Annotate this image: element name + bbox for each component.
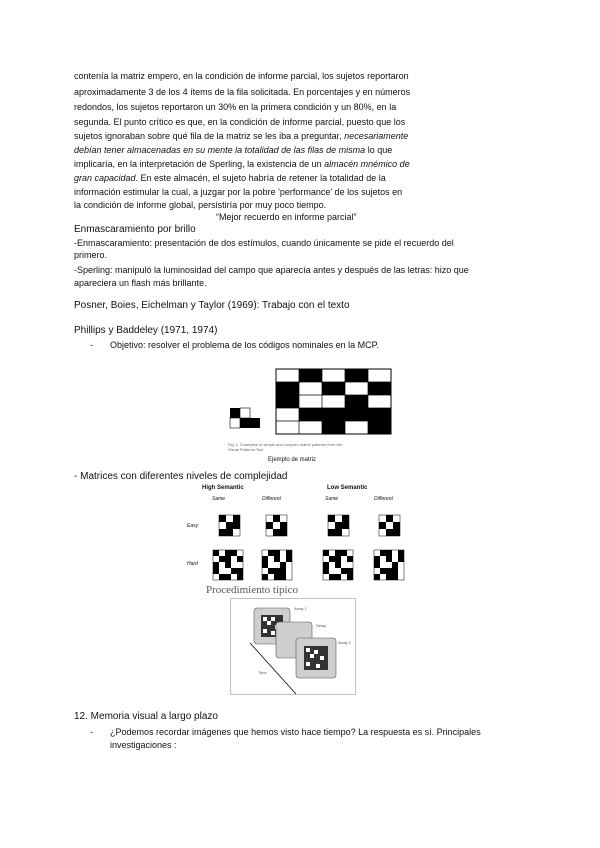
matrix-cell: [368, 382, 391, 395]
procedure-figure: [200, 584, 400, 699]
matrix-cell: [240, 408, 250, 418]
intro-emphasis: gran capacidad: [74, 173, 136, 183]
masking-bullet-1-cont: primero.: [74, 250, 108, 260]
easy-matrix: [328, 515, 349, 536]
semantic-matrices-figure: [184, 483, 424, 583]
intro-emphasis: debían tener almacenadas en su mente la totalidad de las filas de misma: [74, 145, 366, 155]
row-label: Hard: [187, 561, 198, 567]
intro-line: [74, 144, 392, 157]
bullet-dash: -: [90, 340, 93, 350]
masking-heading: Enmascaramiento por brillo: [74, 224, 196, 235]
easy-matrix: [219, 515, 240, 536]
hard-matrix: [213, 550, 243, 580]
posner-line: Posner, Boies, Eichelman y Taylor (1969): Trabajo con el texto: [74, 300, 350, 311]
column-label: Different: [262, 496, 281, 502]
bullet-dash: -: [90, 727, 93, 737]
intro-text: sujetos ignoraban sobre qué fila de la matriz se les iba a preguntar,: [74, 131, 342, 141]
simple-matrix: [230, 408, 260, 428]
intro-line: redondos, los sujetos reportaron un 30% en la primera condición y un 80%, en la: [74, 102, 397, 112]
matrix-cell: [299, 369, 322, 382]
matrix-cell: [250, 418, 260, 428]
matrix-cell: [322, 382, 345, 395]
row-label: Easy: [187, 523, 199, 529]
section-12-heading: 12. Memoria visual a largo plazo: [74, 711, 218, 722]
matrix-example-svg: [228, 368, 398, 468]
time-label: Time: [258, 670, 267, 675]
array2-card: [296, 638, 336, 678]
intro-text: lo que: [367, 145, 393, 155]
hard-matrix: [262, 550, 292, 580]
column-label: Same: [212, 496, 226, 502]
section-12-question-cont: investigaciones :: [110, 740, 177, 750]
phillips-heading: Phillips y Baddeley (1971, 1974): [74, 325, 218, 336]
matrix-cell: [368, 421, 391, 434]
figure-caption: Fig. 1. Examples of simple and complex matrix patterns from the: [228, 442, 343, 447]
delay-label: Delay: [316, 623, 327, 628]
low-semantic-label: Low Semantic: [327, 485, 368, 491]
complex-matrix: [276, 369, 391, 434]
intro-line: información estimular la cual, a juzgar por la pobre 'performance' de los sujetos en: [74, 187, 403, 197]
matrices-complexity-line: - Matrices con diferentes niveles de complejidad: [74, 471, 288, 482]
figure-label: Ejemplo de matriz: [268, 457, 317, 463]
hard-matrix: [374, 550, 404, 580]
intro-line: [74, 172, 386, 185]
column-label: Different: [374, 496, 393, 502]
masking-bullet-1: -Enmascaramiento: presentación de dos estímulos, cuando únicamente se pide el recuerdo del: [74, 238, 454, 248]
matrix-cell: [299, 408, 322, 421]
intro-line: contenía la matriz empero, en la condición de informe parcial, los sujetos reportaron: [74, 71, 409, 81]
figure-caption: Visual Patterns Test: [228, 447, 264, 452]
masking-bullet-2-cont: apareciera un flash más brillante.: [74, 278, 207, 288]
masking-bullet-2: -Sperling: manipuló la luminosidad del campo que aparecía antes y después de las letras: hizo que: [74, 265, 469, 275]
intro-text: implicaría, en la interpretación de Sperling, la existencia de un: [74, 159, 322, 169]
matrix-cell: [230, 418, 240, 428]
matrix-cell: [230, 408, 240, 418]
section-12-question: ¿Podemos recordar imágenes que hemos visto hace tiempo? La respuesta es sí. Principales: [110, 727, 481, 737]
high-semantic-label: High Semantic: [202, 485, 244, 491]
procedure-svg: [230, 598, 360, 698]
semantic-matrices-svg: [184, 483, 424, 583]
phillips-objective: Objetivo: resolver el problema de los códigos nominales en la MCP.: [110, 340, 379, 350]
column-label: Same: [325, 496, 339, 502]
array2-label: Array 2: [338, 640, 351, 645]
intro-line: segunda. El punto crítico es que, en la condición de informe parcial, puesto que los: [74, 117, 406, 127]
easy-matrix: [379, 515, 400, 536]
intro-line: [74, 130, 408, 143]
matrix-cell: [345, 369, 368, 382]
intro-line: [74, 158, 410, 171]
hard-matrix: [323, 550, 353, 580]
intro-emphasis: almacén mnémico de: [324, 159, 410, 169]
intro-line: aproximadamente 3 de los 4 ítems de la fila solicitada. En porcentajes y en números: [74, 87, 411, 97]
array1-label: Array 1: [294, 606, 307, 611]
matrix-cell: [345, 395, 368, 408]
intro-emphasis: necesariamente: [344, 131, 409, 141]
intro-line: la condición de informe global, persistiría por muy poco tiempo.: [74, 200, 327, 210]
matrix-example-figure: [228, 368, 398, 468]
intro-text: . En este almacén, el sujeto habría de retener la totalidad de la: [135, 173, 386, 183]
easy-matrix: [266, 515, 287, 536]
procedure-title: Procedimiento típico: [206, 584, 298, 596]
quote: “Mejor recuerdo en informe parcial”: [216, 212, 357, 222]
matrix-cell: [240, 418, 250, 428]
